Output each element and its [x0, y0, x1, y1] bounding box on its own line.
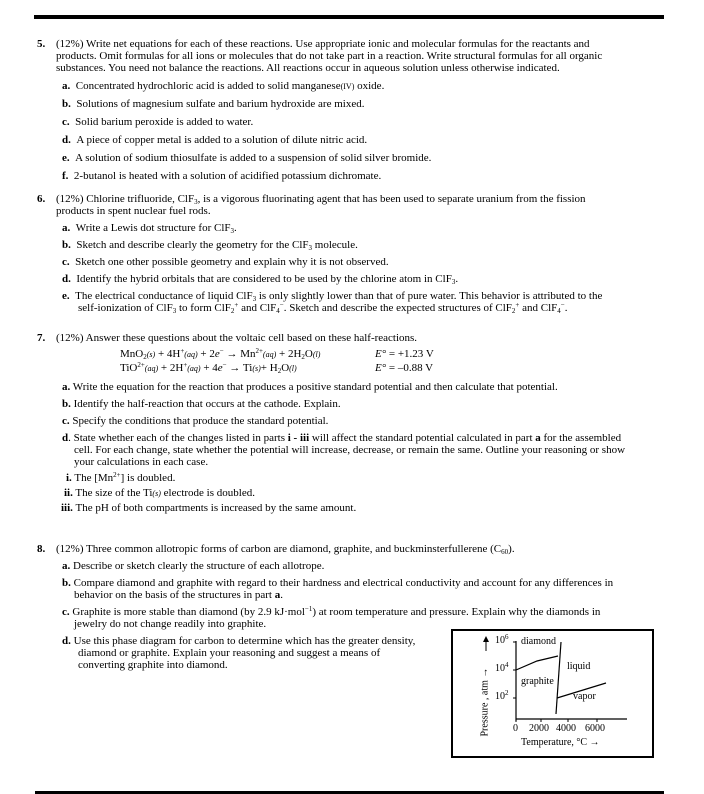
- oxidation-state: (IV): [340, 82, 355, 91]
- item-letter: b.: [62, 577, 71, 589]
- item-letter: a.: [62, 222, 71, 234]
- item-text-bold: a: [274, 589, 281, 601]
- tick-base: 10: [495, 663, 505, 674]
- list-item: [62, 606, 600, 618]
- x-tick-2000: 2000: [529, 723, 549, 734]
- x-tick-4000: 4000: [556, 723, 576, 734]
- eq-state: (s): [252, 364, 261, 373]
- item-text: .: [234, 222, 237, 234]
- tick-base: 10: [495, 635, 505, 646]
- potential-value: = +1.23 V: [386, 348, 434, 360]
- item-text: .: [280, 589, 283, 601]
- item-text: Solutions of magnesium sulfate and barium hydroxide are mixed.: [76, 98, 365, 110]
- item-letter: a.: [62, 80, 71, 92]
- y-tick-1e4: [495, 663, 509, 674]
- eq-part: → Ti: [226, 362, 253, 374]
- potential-label: E°: [375, 348, 387, 360]
- item-text: The size of the Ti: [72, 487, 153, 499]
- list-item: [62, 577, 613, 589]
- list-item: [62, 152, 431, 164]
- x-tick-6000: 6000: [585, 723, 605, 734]
- item-text: is only slightly lower than that of pure water. This behavior is attributed to the: [256, 290, 603, 302]
- question-stem-line: [56, 543, 515, 555]
- eq-state: (s): [146, 350, 156, 359]
- item-letter: b.: [62, 98, 71, 110]
- question-number: 5.: [37, 38, 46, 50]
- eq-sub: 2: [277, 367, 282, 375]
- list-item-continuation: [74, 589, 283, 601]
- y-tick-1e6: [495, 635, 509, 646]
- sub-item: [66, 472, 175, 484]
- eq-part: O: [281, 362, 290, 374]
- list-item: [62, 170, 381, 182]
- list-item-continuation: converting graphite into diamond.: [78, 659, 228, 671]
- x-tick-0: 0: [513, 723, 518, 734]
- item-text: ] is doubled.: [120, 472, 176, 484]
- carbon-phase-diagram: [451, 629, 654, 758]
- list-item-continuation: jewelry do not change readily into graphite.: [74, 618, 267, 630]
- eq-sup: 2+: [255, 347, 263, 355]
- eq-part: → Mn: [223, 348, 256, 360]
- item-text: Specify the conditions that produce the standard potential.: [69, 415, 329, 427]
- eq-part: + 4: [200, 362, 218, 374]
- list-item: [62, 256, 389, 268]
- stem-text: (12%) Three common allotropic forms of carbon are diamond, graphite, and buckminsterfullerene (C: [56, 543, 502, 555]
- eq-state: (l): [289, 364, 297, 373]
- roman-numeral: iii.: [61, 502, 73, 514]
- list-item-continuation: diamond or graphite. Explain your reasoning and suggest a means of: [78, 647, 381, 659]
- region-label-graphite: graphite: [521, 676, 554, 687]
- eq-part: + H: [260, 362, 278, 374]
- item-text: Graphite is more stable than diamond (by 2.9 kJ·mol: [69, 606, 305, 618]
- item-text: Describe or sketch clearly the structure of each allotrope.: [70, 560, 325, 572]
- list-item: [62, 398, 341, 410]
- item-text: Sketch one other possible geometry and explain why it is not observed.: [75, 256, 389, 268]
- item-text: Solid barium peroxide is added to water.: [75, 116, 254, 128]
- list-item: d. Identify the hybrid orbitals that are considered to be used by the chlorine atom in ClF$_3$.: [62, 273, 459, 286]
- item-text: and ClF: [238, 302, 277, 314]
- question-stem-line: products in spent nuclear fuel rods.: [56, 205, 211, 217]
- stem-text: ).: [508, 543, 515, 555]
- item-text: 2-butanol is heated with a solution of acidified potassium dichromate.: [73, 170, 382, 182]
- region-label-liquid: liquid: [567, 661, 591, 672]
- item-text-bold: i - iii: [287, 432, 310, 444]
- eq-sup: 2+: [137, 361, 145, 369]
- eq-sup: −: [219, 347, 224, 355]
- item-text: will affect the standard potential calculated in part: [309, 432, 536, 444]
- eq-sup: −: [222, 361, 227, 369]
- eq-part: + 4H: [155, 348, 181, 360]
- top-rule: [34, 15, 664, 19]
- item-letter: c.: [62, 116, 70, 128]
- eq-electron: e: [214, 348, 220, 360]
- item-text: .: [564, 302, 568, 314]
- y-tick-1e2: [495, 691, 509, 702]
- item-text: oxide.: [354, 80, 385, 92]
- question-number: 7.: [37, 332, 46, 344]
- list-item: [62, 116, 253, 128]
- eq-electron: e: [217, 362, 223, 374]
- half-reaction-2: [120, 362, 297, 375]
- item-letter: a.: [62, 381, 71, 393]
- list-item: [62, 134, 367, 146]
- x-axis-label: Temperature, °C →: [521, 737, 600, 748]
- item-letter: c.: [62, 415, 70, 427]
- item-letter: e.: [62, 290, 70, 302]
- region-label-vapor: vapor: [573, 691, 596, 702]
- region-label-diamond: diamond: [521, 636, 556, 647]
- item-text: . Sketch and describe the expected structures of ClF: [283, 302, 512, 314]
- list-item: [62, 415, 328, 427]
- item-sup: 2+: [113, 471, 121, 479]
- question-stem-line: products. Omit formulas for all ions or molecules that do not take part in a reaction. Write structural formulas for all organic: [56, 50, 603, 62]
- tick-base: 10: [495, 691, 505, 702]
- item-text-bold: a: [535, 432, 541, 444]
- list-item: [62, 80, 384, 93]
- item-text: A solution of sodium thiosulfate is added to a suspension of solid silver bromide.: [75, 152, 432, 164]
- item-text: Concentrated hydrochloric acid is added to solid manganese: [75, 80, 341, 92]
- question-stem-line: (12%) Write net equations for each of these reactions. Use appropriate ionic and molecular formulas for the reactants and: [56, 38, 590, 50]
- item-letter: b.: [62, 239, 71, 251]
- item-text: ) at room temperature and pressure. Explain why the diamonds in: [312, 606, 601, 618]
- item-text: The electrical conductance of liquid ClF: [75, 290, 253, 302]
- roman-numeral: i.: [66, 472, 72, 484]
- item-letter: d: [62, 432, 69, 444]
- item-text: The [Mn: [71, 472, 114, 484]
- stem-sub: 60: [501, 548, 509, 556]
- item-text: Identify the half-reaction that occurs at the cathode. Explain.: [70, 398, 341, 410]
- list-item: e. The electrical conductance of liquid ClF$_3$ is only slightly lower than that of pure water. This behavior is attributed to the: [62, 290, 603, 303]
- eq-part: + 2: [197, 348, 215, 360]
- sub-item: [61, 502, 356, 514]
- item-letter: d.: [62, 635, 71, 647]
- item-text: and ClF: [519, 302, 558, 314]
- eq-state: (aq): [184, 350, 198, 359]
- item-letter: a.: [62, 560, 71, 572]
- item-text: Write a Lewis dot structure for ClF: [75, 222, 231, 234]
- item-text: Use this phase diagram for carbon to determine which has the greater density,: [70, 635, 416, 647]
- list-item: [62, 560, 324, 572]
- list-item: b. Sketch and describe clearly the geometry for the ClF$_3$ molecule.: [62, 239, 358, 252]
- list-item: [62, 635, 415, 647]
- item-letter: c.: [62, 256, 70, 268]
- list-item: [62, 381, 558, 393]
- potential-value: = –0.88 V: [386, 362, 434, 374]
- item-text: .: [455, 273, 459, 285]
- eq-sup: +: [183, 361, 188, 369]
- question-number: 6.: [37, 193, 46, 205]
- eq-state: (l): [312, 350, 321, 359]
- item-text: to form ClF: [176, 302, 231, 314]
- item-text: for the assembled: [540, 432, 622, 444]
- potential-label: E°: [375, 362, 387, 374]
- question-stem-line: (12%) Chlorine trifluoride, ClF$_3$, is a vigorous fluorinating agent that has been used to separate uranium from the fission: [56, 193, 586, 206]
- eq-state: (aq): [187, 364, 201, 373]
- roman-numeral: ii.: [64, 487, 73, 499]
- item-text: molecule.: [312, 239, 358, 251]
- eq-state: (aq): [144, 364, 159, 373]
- standard-potential-1: [375, 348, 434, 360]
- item-letter: d.: [62, 273, 71, 285]
- list-item: [62, 98, 364, 110]
- item-letter: d.: [62, 134, 71, 146]
- list-item: [62, 432, 621, 444]
- eq-part: TiO: [120, 362, 138, 374]
- y-axis-label-text: Pressure , atm →: [479, 667, 491, 737]
- item-text: Identify the hybrid orbitals that are considered to be used by the chlorine atom in ClF: [76, 273, 452, 285]
- item-letter: f.: [62, 170, 69, 182]
- item-text: Write the equation for the reaction that produces a positive standard potential and then calculate that potential.: [70, 381, 558, 393]
- eq-sub: 2: [143, 353, 147, 361]
- item-text: Compare diamond and graphite with regard to their hardness and electrical conductivity and account for any differences in: [70, 577, 614, 589]
- y-axis-label: [480, 641, 491, 737]
- standard-potential-2: [375, 362, 433, 374]
- question-number: 8.: [37, 543, 46, 555]
- item-letter: c.: [62, 606, 70, 618]
- item-text: self-ionization of ClF: [78, 302, 173, 314]
- sub-item: [64, 487, 255, 500]
- item-text: . State whether each of the changes listed in parts: [68, 432, 288, 444]
- eq-part: + 2H: [276, 348, 302, 360]
- eq-part: O: [304, 348, 313, 360]
- list-item-continuation: cell. For each change, state whether the potential will increase, decrease, or remain the same. Outline your reasoning or show: [74, 444, 626, 456]
- question-stem-line: substances. You need not balance the reactions. All reactions occur in aqueous solution unless otherwise indicated.: [56, 62, 560, 74]
- eq-part: MnO: [120, 348, 144, 360]
- item-text: behavior on the basis of the structures in part: [74, 589, 275, 601]
- stem-text: , is a vigorous fluorinating agent that has been used to separate uranium from the fission: [197, 193, 586, 205]
- item-letter: b.: [62, 398, 71, 410]
- item-text: electrode is doubled.: [160, 487, 255, 499]
- list-item-continuation: self-ionization of ClF$_3$ to form ClF$_2$+ and ClF$_4$−. Sketch and describe the expected structures of ClF$_2$+ and ClF$_4$−.: [78, 301, 568, 315]
- tick-exponent: 6: [505, 633, 509, 641]
- eq-sup: +: [180, 347, 185, 355]
- eq-sub: 2: [301, 353, 305, 361]
- item-sup: −1: [304, 605, 313, 613]
- tick-exponent: 2: [505, 689, 509, 697]
- stem-text: (12%) Chlorine trifluoride, ClF: [56, 193, 195, 205]
- item-letter: e.: [62, 152, 70, 164]
- eq-state: (aq): [262, 350, 277, 359]
- half-reaction-1: [120, 348, 320, 361]
- tick-exponent: 4: [505, 661, 509, 669]
- item-text: Sketch and describe clearly the geometry for the ClF: [76, 239, 309, 251]
- question-stem-line: (12%) Answer these questions about the voltaic cell based on these half-reactions.: [56, 332, 418, 344]
- item-text: A piece of copper metal is added to a solution of dilute nitric acid.: [76, 134, 368, 146]
- eq-part: + 2H: [158, 362, 184, 374]
- list-item-continuation: your calculations in each case.: [74, 456, 209, 468]
- item-text: The pH of both compartments is increased by the same amount.: [72, 502, 357, 514]
- list-item: a. Write a Lewis dot structure for ClF$_3$.: [62, 222, 237, 235]
- item-state: (s): [152, 489, 161, 498]
